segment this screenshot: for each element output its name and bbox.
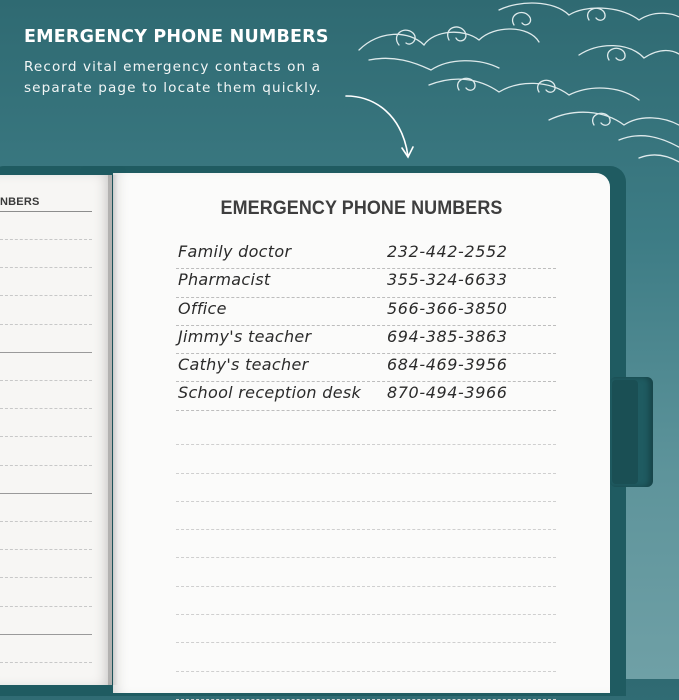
blank-line xyxy=(176,502,556,530)
entry-row xyxy=(176,326,556,354)
entry-phone: 566-366-3850 xyxy=(387,298,508,318)
entry-row xyxy=(176,382,556,410)
entry-row xyxy=(176,241,556,269)
blank-line xyxy=(176,558,556,586)
entry-row xyxy=(176,269,556,297)
entry-phone: 870-494-3966 xyxy=(387,383,508,403)
blank-line xyxy=(176,587,556,615)
left-page-line xyxy=(0,352,92,353)
entry-name: Office xyxy=(178,298,227,318)
page-title: EMERGENCY PHONE NUMBERS xyxy=(220,197,503,219)
left-page-line xyxy=(0,465,92,466)
left-page-line xyxy=(0,380,92,381)
curved-arrow-icon xyxy=(340,90,420,165)
blank-line xyxy=(176,417,556,445)
entry-phone: 355-324-6633 xyxy=(387,270,508,290)
left-page-line xyxy=(0,577,92,578)
description-text: Record vital emergency contacts on a separate page to locate them quickly. xyxy=(24,59,322,96)
left-page-line xyxy=(0,606,92,607)
left-page-line xyxy=(0,408,92,409)
entry-phone: 684-469-3956 xyxy=(387,355,508,375)
blank-line xyxy=(176,445,556,473)
entries-list xyxy=(176,241,556,411)
blank-line xyxy=(176,672,556,700)
entry-row xyxy=(176,354,556,382)
entry-name: Cathy's teacher xyxy=(178,355,309,375)
left-page-line xyxy=(0,662,92,663)
elastic-band-inner xyxy=(612,380,638,484)
left-page-line xyxy=(0,549,92,550)
entry-name: Family doctor xyxy=(178,242,292,261)
blank-line xyxy=(176,474,556,502)
left-page-header: NBERS xyxy=(0,196,40,208)
entry-phone: 694-385-3863 xyxy=(387,326,508,346)
left-page-line xyxy=(0,324,92,325)
left-page xyxy=(0,175,112,685)
blank-line xyxy=(176,643,556,671)
left-page-line xyxy=(0,267,92,268)
entry-name: School reception desk xyxy=(178,383,362,403)
entry-phone: 232-442-2552 xyxy=(387,242,508,261)
spine-shadow xyxy=(108,175,118,685)
blank-lines xyxy=(176,417,556,700)
blank-line xyxy=(176,615,556,643)
entry-name: Jimmy's teacher xyxy=(178,326,312,346)
left-page-line xyxy=(0,295,92,296)
headline: EMERGENCY PHONE NUMBERS xyxy=(24,27,329,47)
left-page-line xyxy=(0,436,92,437)
entry-name: Pharmacist xyxy=(178,270,271,290)
left-page-rule xyxy=(0,211,92,212)
left-page-line xyxy=(0,521,92,522)
blank-line xyxy=(176,530,556,558)
left-page-line xyxy=(0,239,92,240)
left-page-line xyxy=(0,634,92,635)
left-page-line xyxy=(0,493,92,494)
entry-row xyxy=(176,298,556,326)
